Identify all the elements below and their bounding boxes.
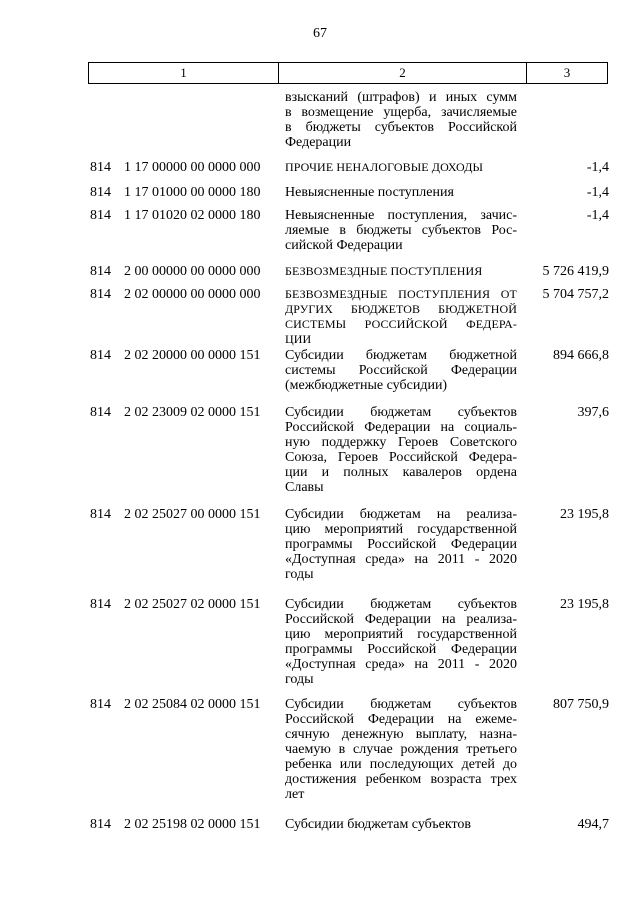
description-line: ПРОЧИЕ НЕНАЛОГОВЫЕ ДОХОДЫ <box>285 160 484 174</box>
income-description <box>285 697 517 802</box>
amount-value: -1,4 <box>586 185 609 200</box>
description-line: годы <box>285 567 314 582</box>
amount-value: -1,4 <box>586 160 609 175</box>
description-line: лет <box>285 787 305 802</box>
description-line: Субсидии бюджетам субъектов <box>285 405 517 420</box>
income-description <box>285 90 517 150</box>
amount-value: -1,4 <box>586 208 609 223</box>
budget-classification-code: 2 02 20000 00 0000 151 <box>124 348 261 363</box>
header-col-2: 2 <box>279 63 527 83</box>
description-line: ции и полных кавалеров ордена <box>285 465 517 480</box>
admin-code: 814 <box>90 507 111 522</box>
description-line: «Доступная среда» на 2011 - 2020 <box>285 552 517 567</box>
description-line: Невыясненные поступления, зачис- <box>285 208 517 223</box>
header-col-1: 1 <box>89 63 279 83</box>
description-line: (межбюджетные субсидии) <box>285 378 448 393</box>
amount-value: 23 195,8 <box>560 507 609 522</box>
description-line: Славы <box>285 480 324 495</box>
description-line: Российской Федерации на социаль- <box>285 420 517 435</box>
admin-code: 814 <box>90 160 111 175</box>
amount-value: 23 195,8 <box>560 597 609 612</box>
description-line: в бюджеты субъектов Российской <box>285 120 517 135</box>
amount-value: 5 704 757,2 <box>542 287 609 302</box>
description-line: цию мероприятий государственной <box>285 627 517 642</box>
income-description <box>285 208 517 253</box>
admin-code: 814 <box>90 264 111 279</box>
description-line: ную поддержку Героев Советского <box>285 435 517 450</box>
budget-classification-code: 1 17 01000 00 0000 180 <box>124 185 261 200</box>
amount-value: 5 726 419,9 <box>542 264 609 279</box>
admin-code: 814 <box>90 817 111 832</box>
budget-classification-code: 2 02 25084 02 0000 151 <box>124 697 261 712</box>
description-line: в возмещение ущерба, зачисляемые <box>285 105 517 120</box>
description-line: Субсидии бюджетам субъектов <box>285 697 517 712</box>
income-description <box>285 817 517 832</box>
description-line: Субсидии бюджетам субъектов <box>285 817 472 832</box>
admin-code: 814 <box>90 697 111 712</box>
income-description <box>285 264 517 279</box>
description-line: сячную денежную выплату, назна- <box>285 727 517 742</box>
description-line: ДРУГИХ БЮДЖЕТОВ БЮДЖЕТНОЙ <box>285 302 517 316</box>
description-line: сийской Федерации <box>285 238 403 253</box>
admin-code: 814 <box>90 597 111 612</box>
description-line: ребенка или последующих детей до <box>285 757 517 772</box>
admin-code: 814 <box>90 208 111 223</box>
description-line: Субсидии бюджетам на реализа- <box>285 507 517 522</box>
description-line: БЕЗВОЗМЕЗДНЫЕ ПОСТУПЛЕНИЯ ОТ <box>285 287 517 301</box>
budget-classification-code: 2 02 23009 02 0000 151 <box>124 405 261 420</box>
income-description <box>285 287 517 347</box>
description-line: ляемые в бюджеты субъектов Рос- <box>285 223 517 238</box>
description-line: системы Российской Федерации <box>285 363 517 378</box>
description-line: «Доступная среда» на 2011 - 2020 <box>285 657 517 672</box>
amount-value: 494,7 <box>577 817 609 832</box>
description-line: Российской Федерации на ежеме- <box>285 712 517 727</box>
budget-classification-code: 2 00 00000 00 0000 000 <box>124 264 261 279</box>
description-line: ЦИИ <box>285 332 312 346</box>
description-line: чаемую в случае рождения третьего <box>285 742 517 757</box>
description-line: БЕЗВОЗМЕЗДНЫЕ ПОСТУПЛЕНИЯ <box>285 264 483 278</box>
income-description <box>285 507 517 582</box>
description-line: достижения ребенком возраста трех <box>285 772 517 787</box>
admin-code: 814 <box>90 348 111 363</box>
income-description <box>285 185 517 200</box>
description-line: СИСТЕМЫ РОССИЙСКОЙ ФЕДЕРА- <box>285 317 517 331</box>
description-line: взысканий (штрафов) и иных сумм <box>285 90 517 105</box>
header-col-3: 3 <box>563 65 571 80</box>
description-line: программы Российской Федерации <box>285 537 517 552</box>
description-line: Российской Федерации на реализа- <box>285 612 517 627</box>
budget-classification-code: 1 17 01020 02 0000 180 <box>124 208 261 223</box>
budget-classification-code: 2 02 25027 02 0000 151 <box>124 597 261 612</box>
description-line: Союза, Героев Российской Федера- <box>285 450 517 465</box>
budget-classification-code: 2 02 25027 00 0000 151 <box>124 507 261 522</box>
description-line: цию мероприятий государственной <box>285 522 517 537</box>
budget-classification-code: 1 17 00000 00 0000 000 <box>124 160 261 175</box>
description-line: программы Российской Федерации <box>285 642 517 657</box>
amount-value: 894 666,8 <box>553 348 609 363</box>
table-header <box>88 62 608 84</box>
budget-classification-code: 2 02 00000 00 0000 000 <box>124 287 261 302</box>
income-description <box>285 597 517 687</box>
admin-code: 814 <box>90 405 111 420</box>
admin-code: 814 <box>90 287 111 302</box>
description-line: годы <box>285 672 314 687</box>
income-description <box>285 405 517 495</box>
budget-classification-code: 2 02 25198 02 0000 151 <box>124 817 261 832</box>
amount-value: 807 750,9 <box>553 697 609 712</box>
income-description <box>285 348 517 393</box>
description-line: Федерации <box>285 135 352 150</box>
admin-code: 814 <box>90 185 111 200</box>
description-line: Субсидии бюджетам субъектов <box>285 597 517 612</box>
description-line: Невыясненные поступления <box>285 185 454 200</box>
page-number: 67 <box>313 26 327 41</box>
amount-value: 397,6 <box>577 405 609 420</box>
income-description <box>285 160 517 175</box>
description-line: Субсидии бюджетам бюджетной <box>285 348 517 363</box>
